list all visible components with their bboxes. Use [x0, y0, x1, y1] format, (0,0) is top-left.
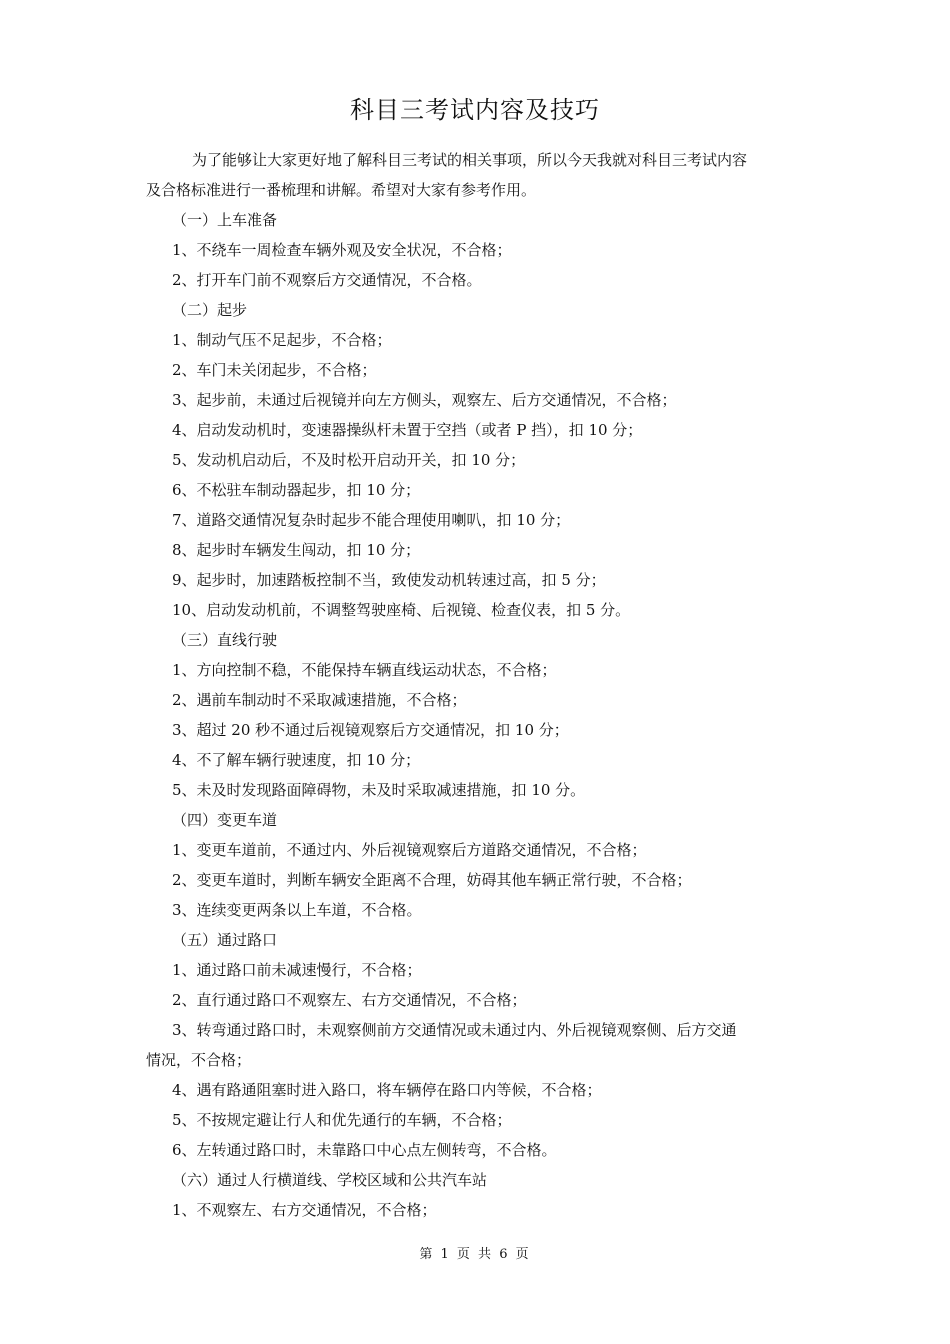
- page-footer: 第 1 页 共 6 页: [419, 1247, 531, 1262]
- page-title: 科目三考试内容及技巧: [350, 96, 600, 124]
- section-heading-6: （六）通过人行横道线、学校区域和公共汽车站: [172, 1171, 488, 1189]
- list-item: 1、制动气压不足起步，不合格；: [172, 331, 392, 349]
- section-heading-4: （四）变更车道: [172, 811, 278, 829]
- list-item: 2、变更车道时，判断车辆安全距离不合理，妨碍其他车辆正常行驶，不合格；: [172, 871, 692, 889]
- intro-paragraph-line-2: 及合格标准进行一番梳理和讲解。希望对大家有参考作用。: [146, 181, 537, 199]
- list-item: 5、不按规定避让行人和优先通行的车辆，不合格；: [172, 1111, 512, 1129]
- list-item: 9、起步时，加速踏板控制不当，致使发动机转速过高，扣 5 分；: [172, 571, 606, 589]
- list-item: 2、车门未关闭起步，不合格；: [172, 361, 377, 379]
- list-item: 4、遇有路通阻塞时进入路口，将车辆停在路口内等候，不合格；: [172, 1081, 602, 1099]
- section-heading-5: （五）通过路口: [172, 931, 278, 949]
- list-item-continuation: 情况，不合格；: [146, 1051, 252, 1069]
- list-item: 6、不松驻车制动器起步，扣 10 分；: [172, 481, 421, 499]
- list-item: 1、不绕车一周检查车辆外观及安全状况，不合格；: [172, 241, 512, 259]
- list-item: 3、转弯通过路口时，未观察侧前方交通情况或未通过内、外后视镜观察侧、后方交通: [172, 1021, 737, 1039]
- section-heading-2: （二）起步: [172, 301, 248, 319]
- section-heading-3: （三）直线行驶: [172, 631, 278, 649]
- list-item: 3、连续变更两条以上车道，不合格。: [172, 901, 422, 919]
- list-item: 2、直行通过路口不观察左、右方交通情况，不合格；: [172, 991, 527, 1009]
- list-item: 1、不观察左、右方交通情况，不合格；: [172, 1201, 437, 1219]
- list-item: 4、不了解车辆行驶速度，扣 10 分；: [172, 751, 421, 769]
- list-item: 1、方向控制不稳，不能保持车辆直线运动状态，不合格；: [172, 661, 557, 679]
- list-item: 2、遇前车制动时不采取减速措施，不合格；: [172, 691, 467, 709]
- list-item: 6、左转通过路口时，未靠路口中心点左侧转弯，不合格。: [172, 1141, 557, 1159]
- list-item: 4、启动发动机时，变速器操纵杆未置于空挡（或者 P 挡），扣 10 分；: [172, 421, 643, 439]
- list-item: 10、启动发动机前，不调整驾驶座椅、后视镜、检查仪表，扣 5 分。: [172, 601, 631, 619]
- list-item: 5、发动机启动后，不及时松开启动开关，扣 10 分；: [172, 451, 526, 469]
- list-item: 3、超过 20 秒不通过后视镜观察后方交通情况，扣 10 分；: [172, 721, 569, 739]
- intro-paragraph-line-1: 为了能够让大家更好地了解科目三考试的相关事项，所以今天我就对科目三考试内容: [192, 151, 748, 169]
- list-item: 2、打开车门前不观察后方交通情况，不合格。: [172, 271, 482, 289]
- list-item: 3、起步前，未通过后视镜并向左方侧头，观察左、后方交通情况，不合格；: [172, 391, 677, 409]
- list-item: 7、道路交通情况复杂时起步不能合理使用喇叭，扣 10 分；: [172, 511, 571, 529]
- list-item: 1、变更车道前，不通过内、外后视镜观察后方道路交通情况，不合格；: [172, 841, 647, 859]
- list-item: 1、通过路口前未减速慢行，不合格；: [172, 961, 422, 979]
- section-heading-1: （一）上车准备: [172, 211, 278, 229]
- list-item: 5、未及时发现路面障碍物，未及时采取减速措施，扣 10 分。: [172, 781, 586, 799]
- list-item: 8、起步时车辆发生闯动，扣 10 分；: [172, 541, 421, 559]
